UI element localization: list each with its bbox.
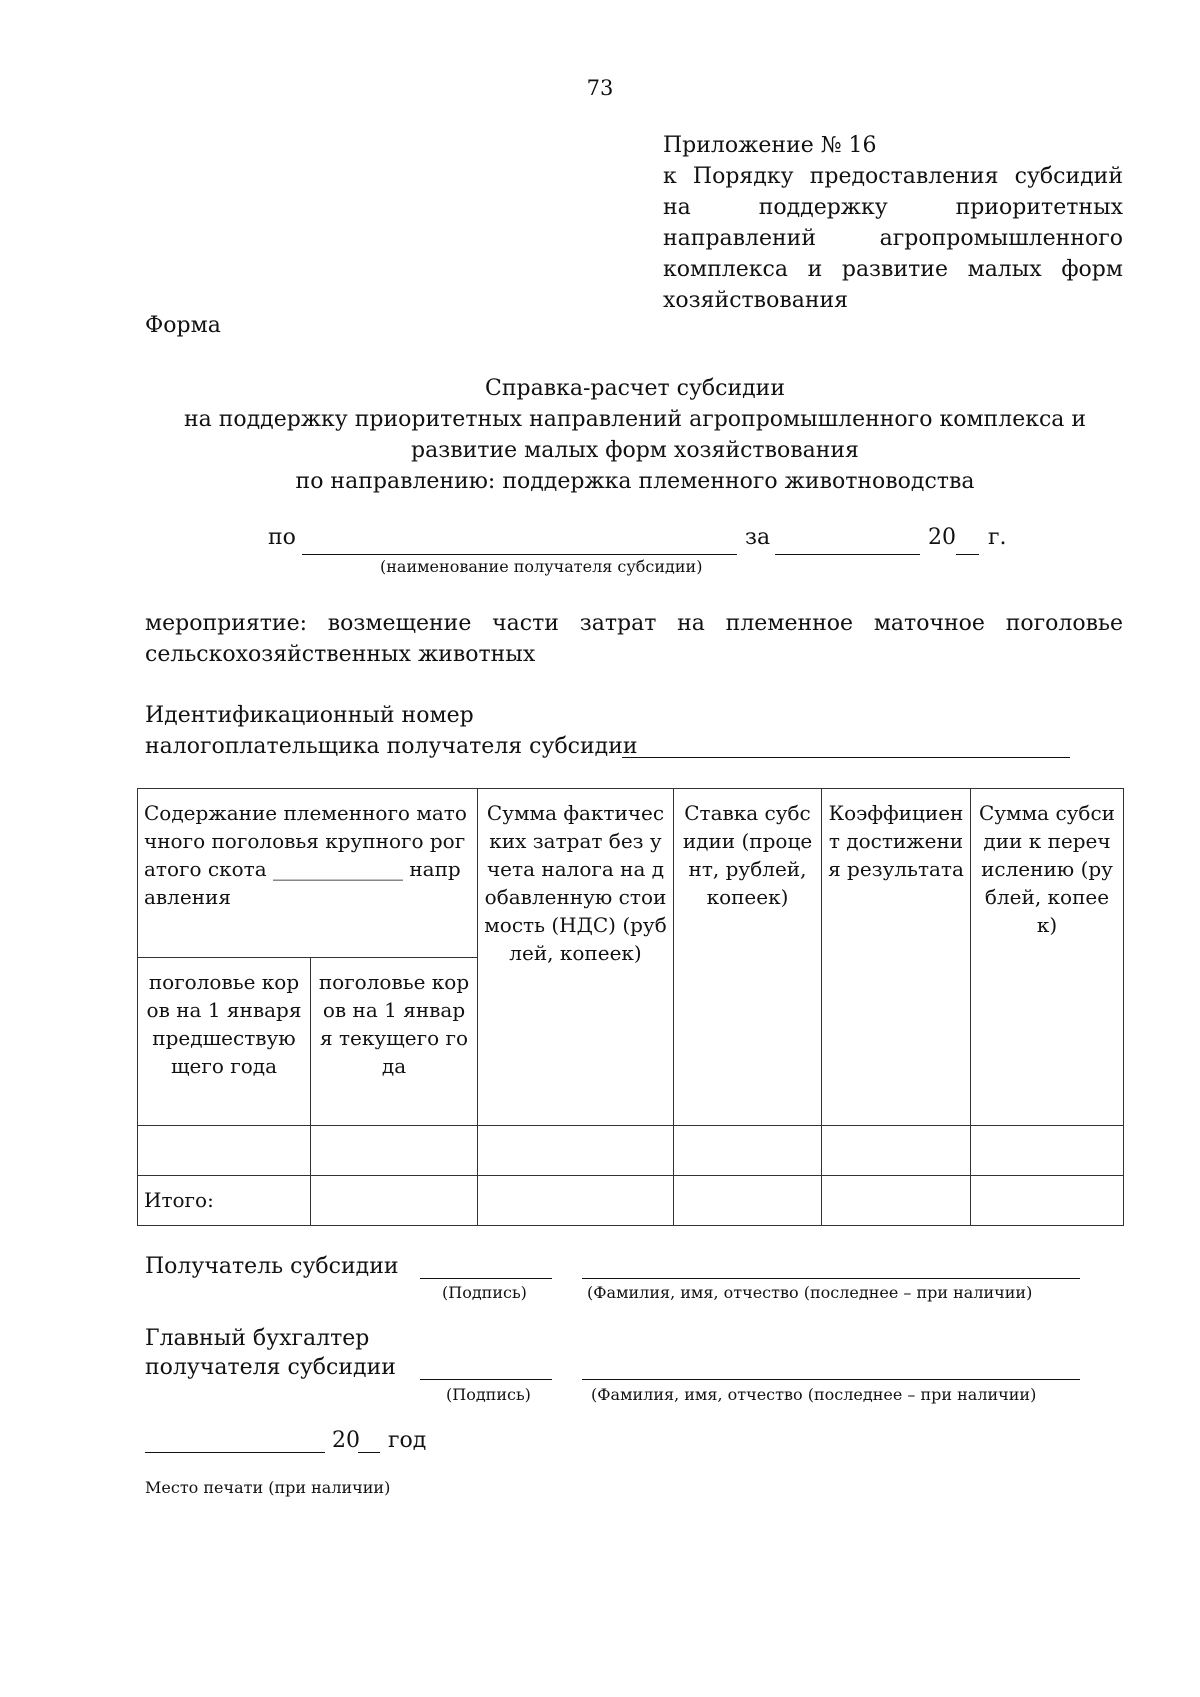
table-cell[interactable] (138, 1126, 311, 1176)
table-cell[interactable] (822, 1126, 971, 1176)
recipient-name-field[interactable] (302, 530, 737, 555)
recipient-signature-field[interactable] (420, 1258, 552, 1279)
form-label: Форма (145, 313, 221, 338)
table-cell[interactable] (674, 1126, 822, 1176)
inn-line-1: Идентификационный номер (145, 703, 474, 728)
accountant-signature-caption: (Подпись) (446, 1385, 531, 1404)
za-label: за (745, 525, 771, 550)
appendix-title: Приложение № 16 (663, 133, 877, 158)
header-subsidy-amount: Сумма субсидии к перечислению (рублей, копеек) (971, 789, 1124, 1126)
table-cell[interactable] (674, 1176, 822, 1226)
table-cell[interactable] (822, 1176, 971, 1226)
appendix-block (663, 130, 1123, 316)
total-row (138, 1176, 1124, 1226)
document-title (0, 373, 1200, 497)
title-line-2: на поддержку приоритетных направлений агропромышленного комплекса и (183, 407, 1087, 432)
event-text: мероприятие: возмещение части затрат на племенное маточное поголовье сельскохозяйственных животных (145, 611, 1123, 667)
accountant-label-1: Главный бухгалтер (145, 1326, 370, 1351)
appendix-body: к Порядку предоставления субсидий на поддержку приоритетных направлений агропромышленного комплекса и развитие малых форм хозяйствования (663, 164, 1123, 313)
date-year-suffix: год (388, 1428, 427, 1453)
total-label: Итого: (138, 1176, 311, 1226)
date-year-prefix: 20 (332, 1428, 360, 1453)
table-cell[interactable] (478, 1126, 674, 1176)
title-line-1: Справка-расчет субсидии (485, 376, 785, 401)
subheader-current-year-herd: поголовье коров на 1 января текущего года (311, 958, 478, 1126)
po-label: по (268, 525, 296, 550)
year-field[interactable] (956, 530, 979, 555)
table-row (138, 1126, 1124, 1176)
accountant-fio-field[interactable] (582, 1359, 1080, 1380)
table-cell[interactable] (971, 1126, 1124, 1176)
date-field[interactable] (145, 1428, 325, 1453)
header-subsidy-rate: Ставка субсидии (процент, рублей, копеек) (674, 789, 822, 1126)
recipient-signature-caption: (Подпись) (442, 1283, 527, 1302)
subheader-prev-year-herd: поголовье коров на 1 января предшествующего года (138, 958, 311, 1126)
recipient-fio-caption: (Фамилия, имя, отчество (последнее – при наличии) (587, 1283, 1033, 1302)
year-suffix: г. (988, 525, 1007, 550)
inn-block (145, 700, 638, 762)
recipient-label: Получатель субсидии (145, 1254, 399, 1279)
table-cell[interactable] (311, 1176, 478, 1226)
title-line-3: развитие малых форм хозяйствования (411, 438, 859, 463)
year-prefix: 20 (928, 525, 956, 550)
subsidy-table (137, 788, 1124, 1226)
period-field[interactable] (775, 530, 920, 555)
header-herd-content: Содержание племенного маточного поголовья крупного рогатого скота _____________ направления (138, 789, 478, 958)
accountant-fio-caption: (Фамилия, имя, отчество (последнее – при наличии) (591, 1385, 1037, 1404)
page-number: 73 (586, 76, 614, 100)
date-year-field[interactable] (358, 1428, 380, 1453)
table-cell[interactable] (971, 1176, 1124, 1226)
header-result-coefficient: Коэффициент достижения результата (822, 789, 971, 1126)
table-cell[interactable] (311, 1126, 478, 1176)
stamp-place-label: Место печати (при наличии) (145, 1478, 391, 1497)
table-cell[interactable] (478, 1176, 674, 1226)
inn-line-2: налогоплательщика получателя субсидии (145, 734, 638, 759)
recipient-fio-field[interactable] (582, 1258, 1080, 1279)
inn-field[interactable] (622, 733, 1070, 758)
header-actual-costs: Сумма фактических затрат без учета налога на добавленную стоимость (НДС) (рублей, копеек) (478, 789, 674, 1126)
recipient-caption: (наименование получателя субсидии) (380, 557, 703, 576)
title-line-4: по направлению: поддержка племенного животноводства (295, 469, 975, 494)
accountant-signature-field[interactable] (420, 1359, 552, 1380)
accountant-label-2: получателя субсидии (145, 1355, 396, 1380)
